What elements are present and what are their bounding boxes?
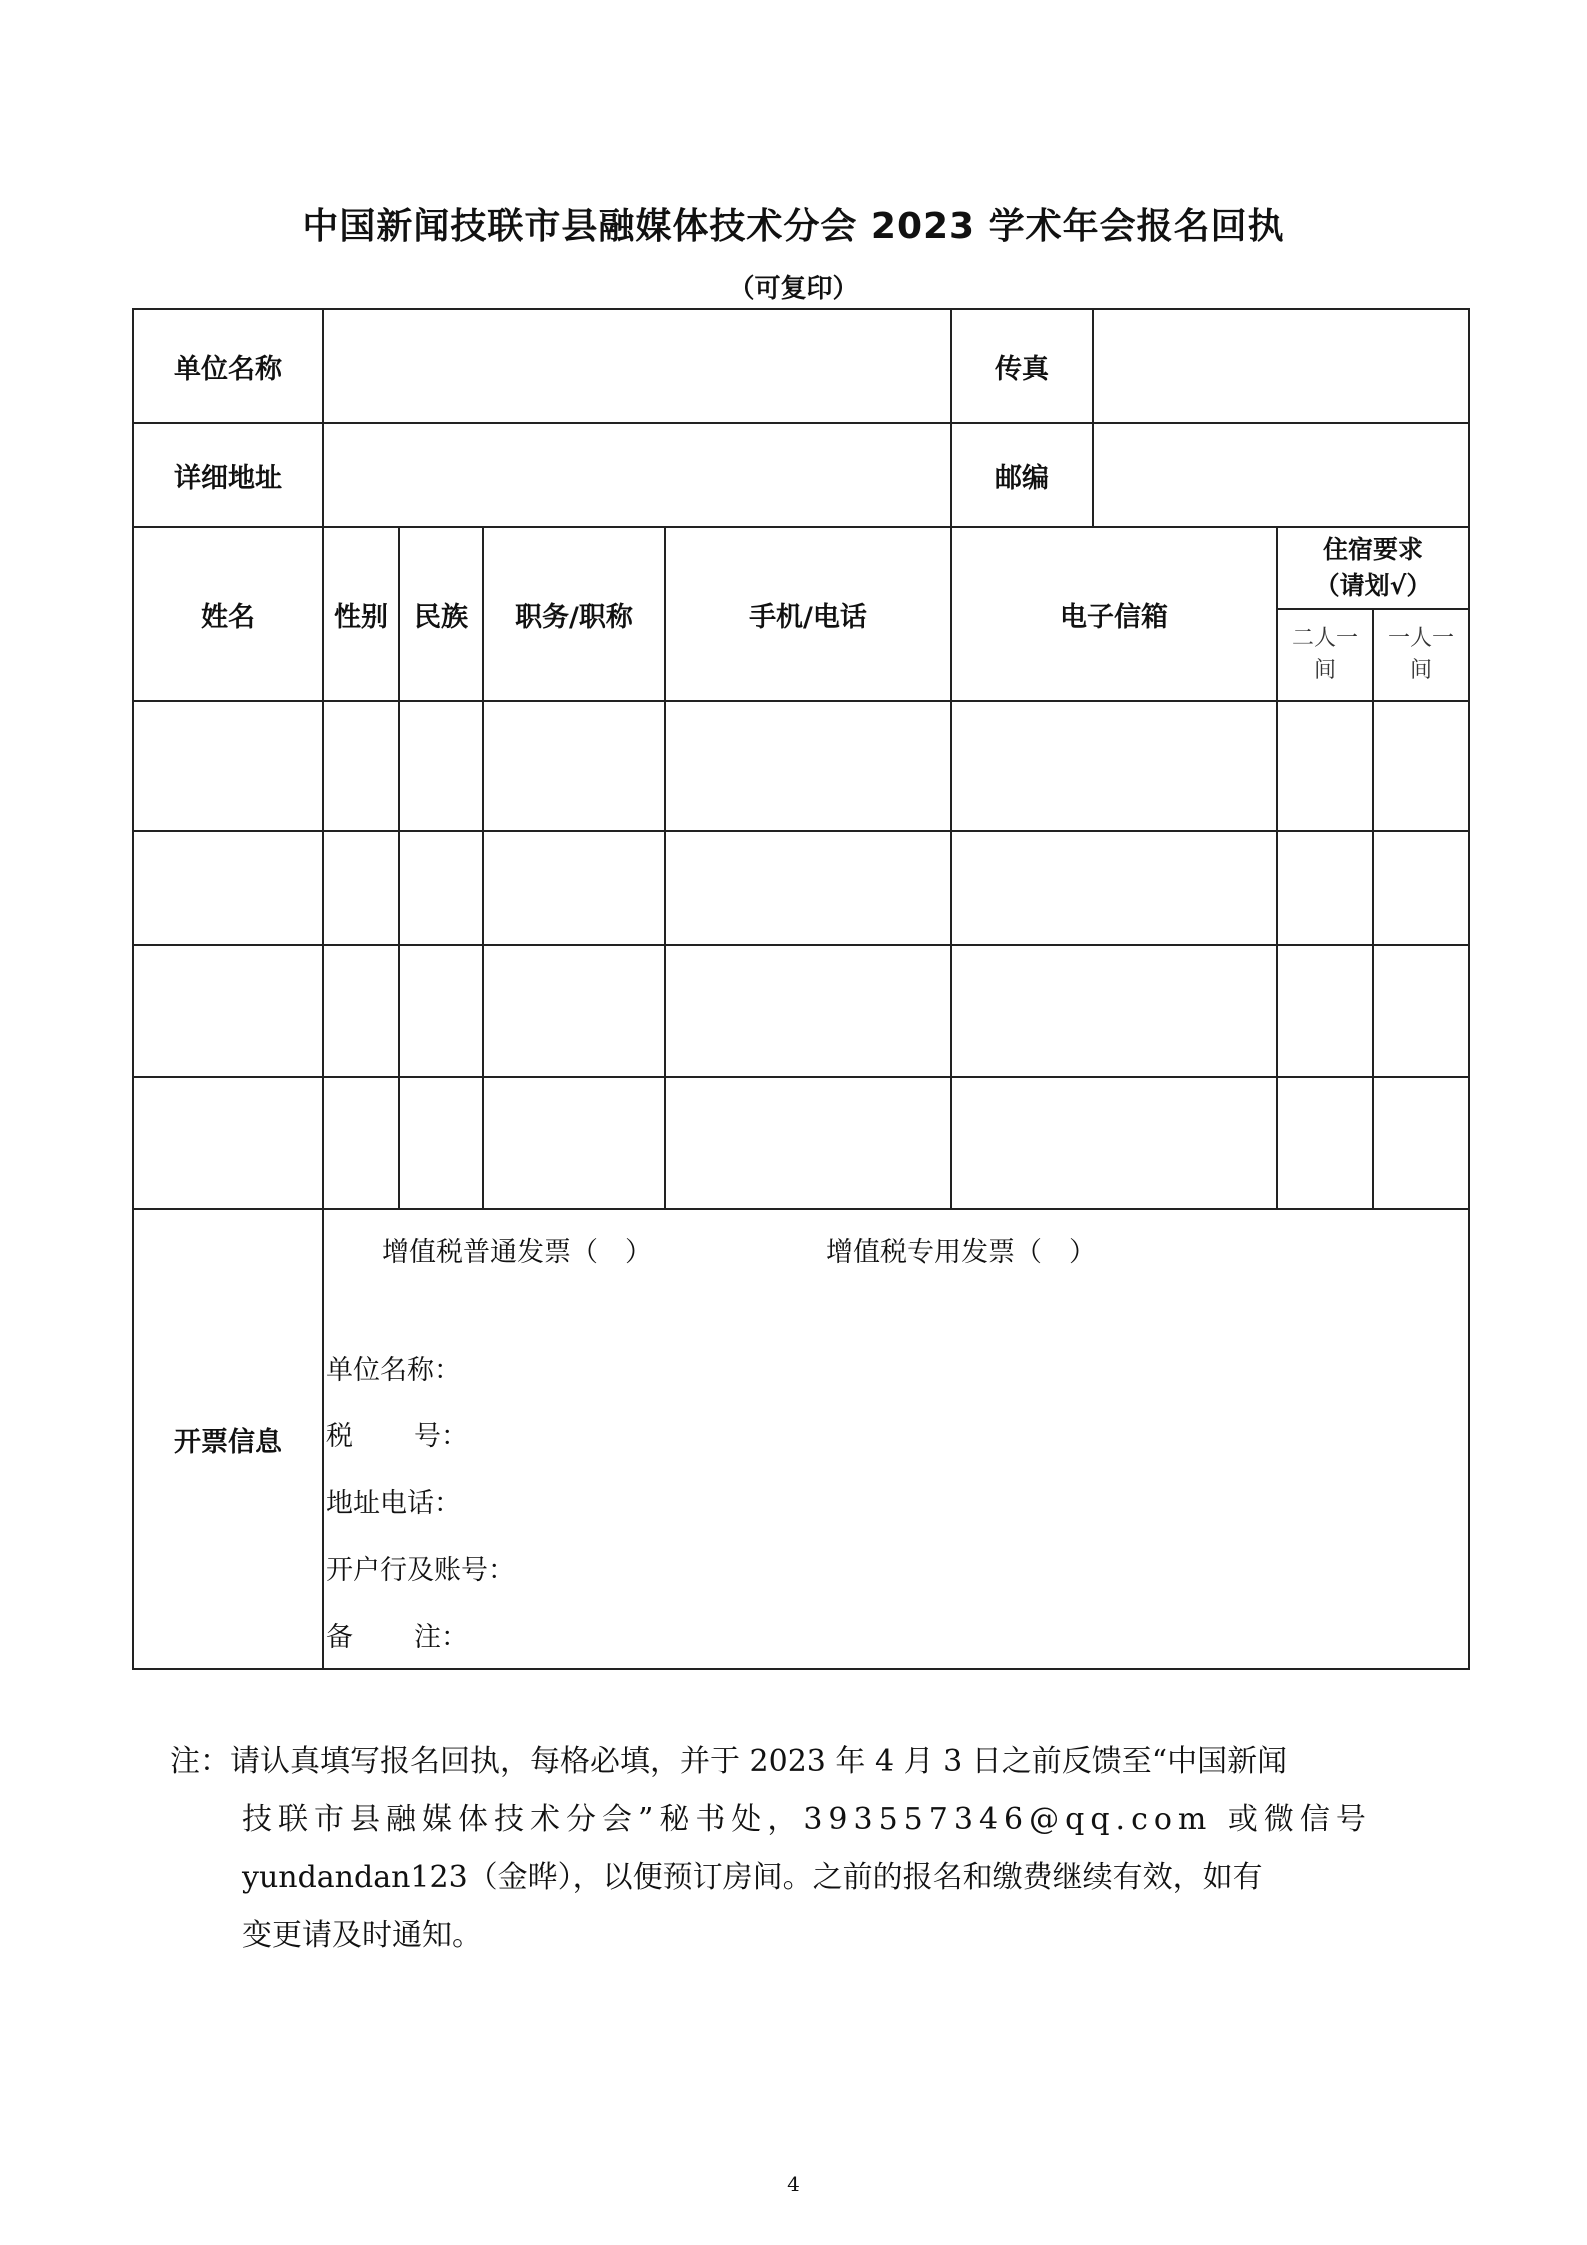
phone-cell[interactable] <box>665 945 951 1077</box>
invoice-row <box>133 1209 1469 1669</box>
page-number: 4 <box>787 2172 800 2196</box>
phone-header: 手机/电话 <box>665 527 951 701</box>
double-room-header <box>1277 609 1373 701</box>
lodging-header <box>1277 527 1469 609</box>
invoice-tax-id-label-a: 税 <box>326 1421 353 1452</box>
position-header: 职务/职称 <box>483 527 665 701</box>
email-cell[interactable] <box>951 945 1277 1077</box>
double-room-line2: 间 <box>1313 658 1336 683</box>
postcode-field[interactable] <box>1093 423 1469 527</box>
position-cell[interactable] <box>483 1077 665 1209</box>
phone-cell[interactable] <box>665 831 951 945</box>
gender-cell[interactable] <box>323 831 399 945</box>
table-row <box>133 1077 1469 1209</box>
double-room-line1: 二人一 <box>1291 626 1358 651</box>
invoice-label: 开票信息 <box>133 1209 323 1669</box>
name-cell[interactable] <box>133 945 323 1077</box>
single-room-line1: 一人一 <box>1388 626 1455 651</box>
single-room-cell[interactable] <box>1373 945 1469 1077</box>
address-label: 详细地址 <box>133 423 323 527</box>
invoice-special-option[interactable]: 增值税专用发票（ ） <box>826 1237 1096 1268</box>
name-cell[interactable] <box>133 701 323 831</box>
email-cell[interactable] <box>951 701 1277 831</box>
postcode-label: 邮编 <box>951 423 1093 527</box>
name-cell[interactable] <box>133 831 323 945</box>
invoice-tax-id-label-b: 号： <box>414 1421 468 1452</box>
gender-header: 性别 <box>323 527 399 701</box>
single-room-cell[interactable] <box>1373 701 1469 831</box>
single-room-cell[interactable] <box>1373 831 1469 945</box>
single-room-line2: 间 <box>1410 658 1433 683</box>
table-row <box>133 831 1469 945</box>
double-room-cell[interactable] <box>1277 831 1373 945</box>
name-header: 姓名 <box>133 527 323 701</box>
invoice-address-phone-label: 地址电话： <box>326 1488 461 1519</box>
invoice-info-cell[interactable] <box>323 1209 1469 1669</box>
invoice-bank-account-label: 开户行及账号： <box>326 1555 515 1586</box>
phone-cell[interactable] <box>665 701 951 831</box>
table-row <box>133 701 1469 831</box>
page-subtitle: （可复印） <box>728 274 859 304</box>
invoice-unit-name-label: 单位名称： <box>326 1355 461 1386</box>
invoice-remark-label-a: 备 <box>326 1622 353 1653</box>
fax-field[interactable] <box>1093 309 1469 423</box>
address-row <box>133 423 1469 527</box>
footnote-line-2: 技联市县融媒体技术分会”秘书处，393557346@qq.com 或微信号 <box>242 1802 1372 1837</box>
unit-name-label: 单位名称 <box>133 309 323 423</box>
position-cell[interactable] <box>483 831 665 945</box>
gender-cell[interactable] <box>323 1077 399 1209</box>
footnote-line-3: yundandan123（金晔），以便预订房间。之前的报名和缴费继续有效，如有 <box>242 1860 1263 1895</box>
table-row <box>133 945 1469 1077</box>
footnote-line-1: 注：请认真填写报名回执，每格必填，并于 2023 年 4 月 3 日之前反馈至“中国新闻 <box>170 1744 1288 1779</box>
email-header: 电子信箱 <box>951 527 1277 701</box>
double-room-cell[interactable] <box>1277 1077 1373 1209</box>
single-room-header <box>1373 609 1469 701</box>
ethnicity-cell[interactable] <box>399 1077 483 1209</box>
footnote <box>170 1733 1430 1965</box>
gender-cell[interactable] <box>323 945 399 1077</box>
unit-row <box>133 309 1469 423</box>
footnote-line-4: 变更请及时通知。 <box>242 1918 482 1953</box>
ethnicity-cell[interactable] <box>399 701 483 831</box>
ethnicity-cell[interactable] <box>399 945 483 1077</box>
email-cell[interactable] <box>951 1077 1277 1209</box>
phone-cell[interactable] <box>665 1077 951 1209</box>
ethnicity-header: 民族 <box>399 527 483 701</box>
header-row <box>133 527 1469 609</box>
registration-form-table <box>132 308 1470 1670</box>
position-cell[interactable] <box>483 701 665 831</box>
double-room-cell[interactable] <box>1277 945 1373 1077</box>
position-cell[interactable] <box>483 945 665 1077</box>
invoice-normal-option[interactable]: 增值税普通发票（ ） <box>382 1237 652 1268</box>
address-field[interactable] <box>323 423 951 527</box>
gender-cell[interactable] <box>323 701 399 831</box>
double-room-cell[interactable] <box>1277 701 1373 831</box>
unit-name-field[interactable] <box>323 309 951 423</box>
email-cell[interactable] <box>951 831 1277 945</box>
page-title: 中国新闻技联市县融媒体技术分会 2023 学术年会报名回执 <box>302 206 1285 247</box>
single-room-cell[interactable] <box>1373 1077 1469 1209</box>
invoice-remark-label-b: 注： <box>414 1622 468 1653</box>
lodging-title: 住宿要求 <box>1323 535 1424 564</box>
ethnicity-cell[interactable] <box>399 831 483 945</box>
lodging-hint: （请划√） <box>1314 571 1432 600</box>
fax-label: 传真 <box>951 309 1093 423</box>
name-cell[interactable] <box>133 1077 323 1209</box>
